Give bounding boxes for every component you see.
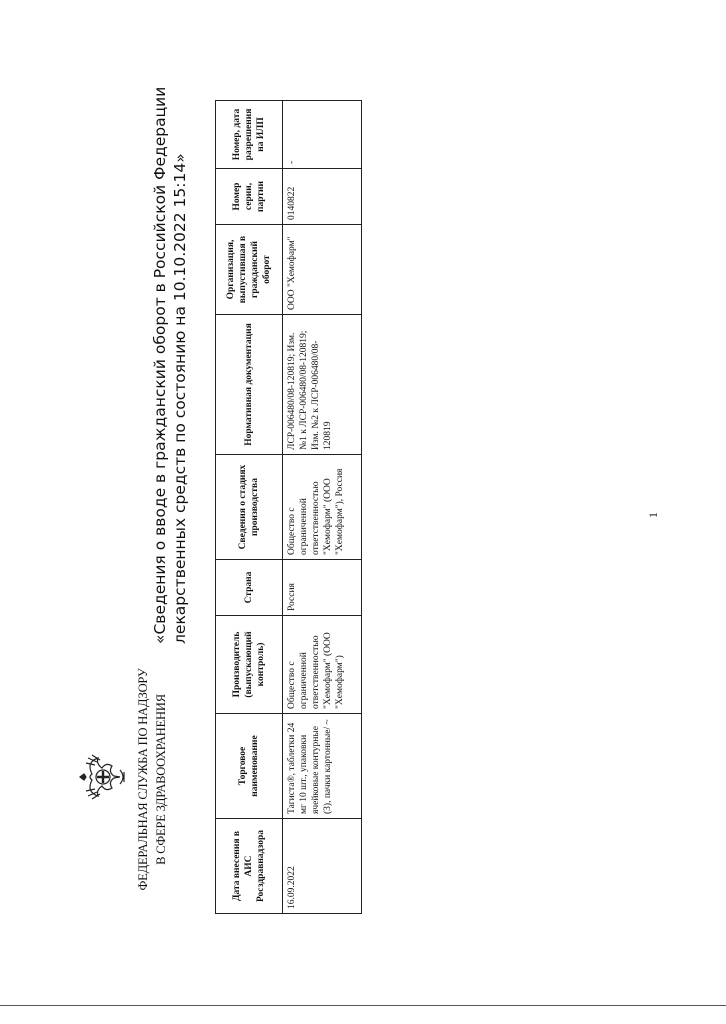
column-header: Дата внесения в АИС Росздравнадзора [216, 819, 283, 914]
table-cell-permit: - [283, 101, 362, 169]
column-header: Страна [216, 560, 283, 616]
table-cell-manufacturer: Общество с ограниченной ответственностью "Хемофарм" (ООО "Хемофарм") [283, 616, 362, 714]
agency-name [134, 657, 170, 902]
registry-table [215, 100, 362, 914]
column-header: Номер, дата разрешения на ИЛП [216, 101, 283, 169]
table-cell-date: 16.09.2022 [283, 819, 362, 914]
table-cell-country: Россия [283, 560, 362, 616]
table-cell-production-stages: Общество с ограниченной ответственностью "Хемофарм" (ООО "Хемофарм"), Россия [283, 455, 362, 560]
title-line-1: «Сведения о вводе в гражданский оборот в Российской Федерации [151, 86, 169, 644]
agency-line-1: ФЕДЕРАЛЬНАЯ СЛУЖБА ПО НАДЗОРУ [136, 668, 150, 891]
scan-edge-line [0, 1005, 726, 1006]
table-cell-regulatory-docs: ЛСР-006480/08-120819; Изм. №1 к ЛСР-006480/08-120819; Изм. №2 к ЛСР-006480/08-120819 [283, 315, 362, 455]
column-header: Производитель (выпускающий контроль) [216, 616, 283, 714]
table-cell-organization: ООО "Хемофарм" [283, 225, 362, 315]
page-number: 1 [646, 512, 660, 518]
column-header: Сведения о стадиях производства [216, 455, 283, 560]
column-header: Торговое наименование [216, 714, 283, 819]
agency-line-2: В СФЕРЕ ЗДРАВООХРАНЕНИЯ [154, 694, 168, 865]
table-header-row [216, 101, 283, 914]
coat-of-arms-emblem-icon [76, 752, 130, 802]
column-header: Организация, выпустившая в гражданский оборот [216, 225, 283, 315]
document-title [150, 64, 190, 644]
column-header: Нормативная документация [216, 315, 283, 455]
table-row [283, 101, 362, 914]
table-cell-trade-name: Тагиста®, таблетки 24 мг 10 шт., упаковки ячейковые контурные (3), пачки картонные/ ~ [283, 714, 362, 819]
column-header: Номер серии, партии [216, 169, 283, 225]
title-line-2: лекарственных средств по состоянию на 10.10.2022 15:14» [171, 153, 189, 644]
table-cell-batch-number: 0140822 [283, 169, 362, 225]
